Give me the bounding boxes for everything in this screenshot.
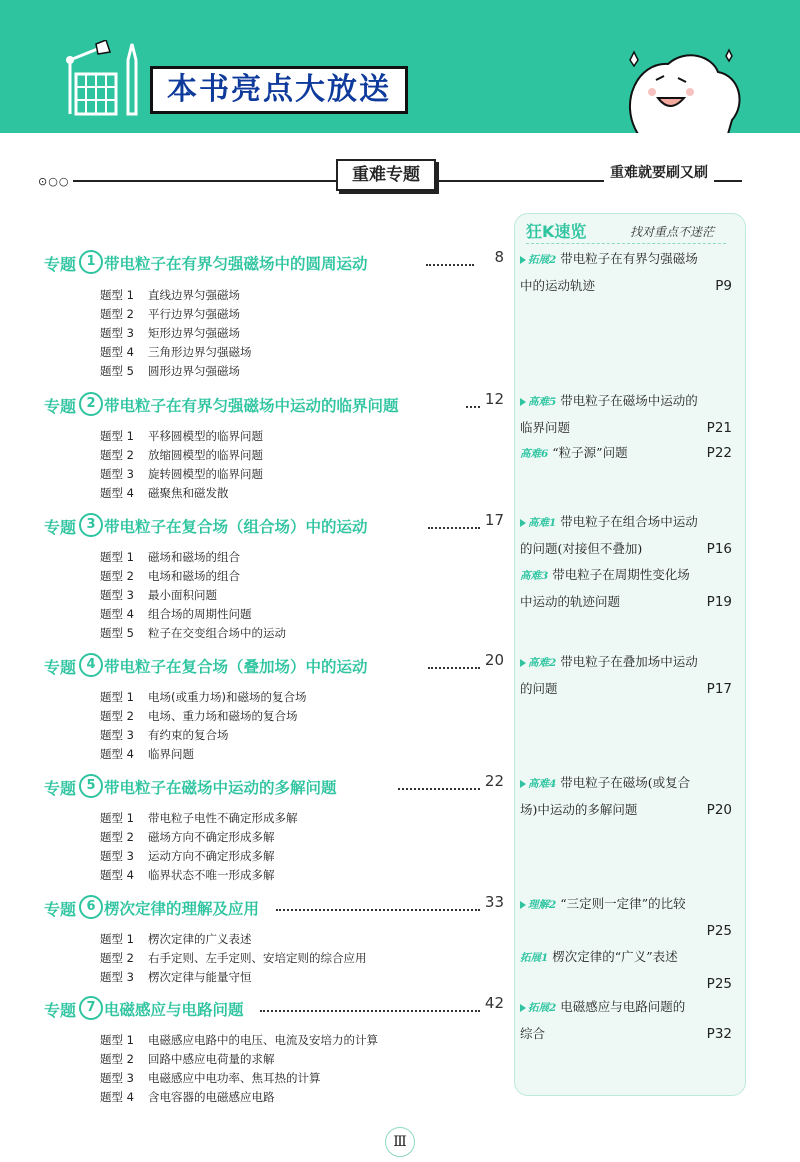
topic-type: 题型 2 平行边界匀强磁场	[100, 307, 240, 321]
topic-page: 12	[484, 390, 504, 408]
topic-heading[interactable]	[44, 511, 504, 539]
topic-type: 题型 4 组合场的周期性问题	[100, 607, 252, 621]
topic-label: 专题	[44, 255, 77, 274]
topic-heading[interactable]	[44, 994, 504, 1022]
dots-ornament: ⊙○○	[38, 175, 73, 188]
topic-page: 8	[494, 248, 504, 266]
topic-type: 题型 3 有约束的复合场	[100, 728, 229, 742]
topic-type: 题型 1 平移圆模型的临界问题	[100, 429, 263, 443]
panel-divider	[526, 243, 726, 244]
topic-type: 题型 3 电磁感应中电功率、焦耳热的计算	[100, 1071, 321, 1085]
topic-number: 3	[79, 513, 103, 537]
topic-page: 42	[484, 994, 504, 1012]
topic-type: 题型 3 楞次定律与能量守恒	[100, 970, 252, 984]
leader-dots	[426, 264, 474, 266]
arrow-icon	[520, 659, 526, 667]
building-crane-icon	[40, 40, 150, 120]
topic-title: 带电粒子在复合场（组合场）中的运动	[104, 518, 368, 536]
topic-page: 22	[484, 772, 504, 790]
topic-label: 专题	[44, 518, 77, 537]
topic-page: 33	[484, 893, 504, 911]
leader-dots	[398, 788, 480, 790]
topic-heading[interactable]	[44, 772, 504, 800]
topic-number: 1	[79, 250, 103, 274]
topic-heading[interactable]	[44, 651, 504, 679]
mascot-illustration	[608, 42, 758, 133]
topic-type: 题型 2 右手定则、左手定则、安培定则的综合应用	[100, 951, 367, 965]
topic-type: 题型 1 磁场和磁场的组合	[100, 550, 240, 564]
topic-type: 题型 1 直线边界匀强磁场	[100, 288, 240, 302]
topic-type: 题型 5 粒子在交变组合场中的运动	[100, 626, 286, 640]
topic-heading[interactable]	[44, 893, 504, 921]
topic-number: 6	[79, 895, 103, 919]
topic-number: 5	[79, 774, 103, 798]
topic-type: 题型 1 带电粒子电性不确定形成多解	[100, 811, 298, 825]
leader-dots	[260, 1010, 480, 1012]
topic-title: 带电粒子在有界匀强磁场中的圆周运动	[104, 255, 368, 273]
topic-number: 7	[79, 996, 103, 1020]
topic-type: 题型 2 回路中感应电荷量的求解	[100, 1052, 275, 1066]
topic-label: 专题	[44, 900, 77, 919]
quick-review-entry[interactable]: 高难3 带电粒子在周期性变化场 中运动的轨迹问题 P19	[520, 567, 732, 610]
topic-type: 题型 4 磁聚焦和磁发散	[100, 486, 229, 500]
arrow-icon	[520, 901, 526, 909]
topic-label: 专题	[44, 779, 77, 798]
arrow-icon	[520, 780, 526, 788]
topic-heading[interactable]	[44, 248, 504, 276]
topic-type: 题型 5 圆形边界匀强磁场	[100, 364, 240, 378]
arrow-icon	[520, 1004, 526, 1012]
leader-dots	[428, 527, 480, 529]
topic-type: 题型 2 电场、重力场和磁场的复合场	[100, 709, 298, 723]
section-title: 重难专题	[336, 159, 436, 191]
topic-type: 题型 3 运动方向不确定形成多解	[100, 849, 275, 863]
topic-title: 带电粒子在复合场（叠加场）中的运动	[104, 658, 368, 676]
quick-review-entry[interactable]: 高难6 “粒子源”问题 P22	[520, 445, 732, 461]
topic-title: 带电粒子在磁场中运动的多解问题	[104, 779, 337, 797]
topic-title: 楞次定律的理解及应用	[104, 900, 260, 918]
topic-type: 题型 4 临界问题	[100, 747, 194, 761]
topic-type: 题型 3 最小面积问题	[100, 588, 217, 602]
topic-type: 题型 2 电场和磁场的组合	[100, 569, 240, 583]
arrow-icon	[520, 519, 526, 527]
topic-title: 电磁感应与电路问题	[104, 1001, 244, 1019]
header-banner	[0, 0, 800, 133]
quick-review-entry[interactable]: 高难2 带电粒子在叠加场中运动 的问题 P17	[520, 654, 732, 697]
topic-type: 题型 4 三角形边界匀强磁场	[100, 345, 252, 359]
arrow-icon	[520, 398, 526, 406]
banner-title: 本书亮点大放送	[150, 66, 408, 114]
quick-review-entry[interactable]: 理解2 “三定则一定律”的比较 P25	[520, 891, 732, 944]
quick-review-entry[interactable]: 拓展2 电磁感应与电路问题的 综合 P32	[520, 999, 732, 1042]
leader-dots	[466, 406, 480, 408]
topic-type: 题型 1 楞次定律的广义表述	[100, 932, 252, 946]
quick-review-heading: 狂K速览	[526, 222, 587, 241]
topic-number: 2	[79, 392, 103, 416]
topic-type: 题型 4 临界状态不唯一形成多解	[100, 868, 275, 882]
topic-type: 题型 3 旋转圆模型的临界问题	[100, 467, 263, 481]
topic-title: 带电粒子在有界匀强磁场中运动的临界问题	[104, 397, 399, 415]
topic-type: 题型 1 电场(或重力场)和磁场的复合场	[100, 690, 307, 704]
topic-type: 题型 3 矩形边界匀强磁场	[100, 326, 240, 340]
topic-number: 4	[79, 653, 103, 677]
topic-label: 专题	[44, 397, 77, 416]
topic-label: 专题	[44, 1001, 77, 1020]
topic-type: 题型 1 电磁感应电路中的电压、电流及安培力的计算	[100, 1033, 378, 1047]
leader-dots	[428, 667, 480, 669]
arrow-icon	[520, 256, 526, 264]
topic-type: 题型 2 放缩圆模型的临界问题	[100, 448, 263, 462]
topic-type: 题型 4 含电容器的电磁感应电路	[100, 1090, 275, 1104]
topic-page: 17	[484, 511, 504, 529]
quick-review-entry[interactable]: 高难5 带电粒子在磁场中运动的 临界问题 P21	[520, 393, 732, 436]
topic-page: 20	[484, 651, 504, 669]
page-number: Ⅲ	[385, 1127, 415, 1157]
leader-dots	[276, 909, 480, 911]
quick-review-entry[interactable]: 高难4 带电粒子在磁场(或复合 场)中运动的多解问题 P20	[520, 775, 732, 818]
quick-review-entry[interactable]: 高难1 带电粒子在组合场中运动 的问题(对接但不叠加) P16	[520, 514, 732, 557]
quick-review-entry[interactable]: 拓展2 带电粒子在有界匀强磁场 中的运动轨迹 P9	[520, 251, 732, 294]
quick-review-entry[interactable]: 拓展1 楞次定律的“广义”表述 P25	[520, 949, 732, 992]
topic-type: 题型 2 磁场方向不确定形成多解	[100, 830, 275, 844]
topic-heading[interactable]	[44, 390, 504, 418]
section-motto: 重难就要刷又刷	[604, 162, 714, 182]
topic-label: 专题	[44, 658, 77, 677]
quick-review-subheading: 找对重点不迷茫	[630, 225, 715, 239]
